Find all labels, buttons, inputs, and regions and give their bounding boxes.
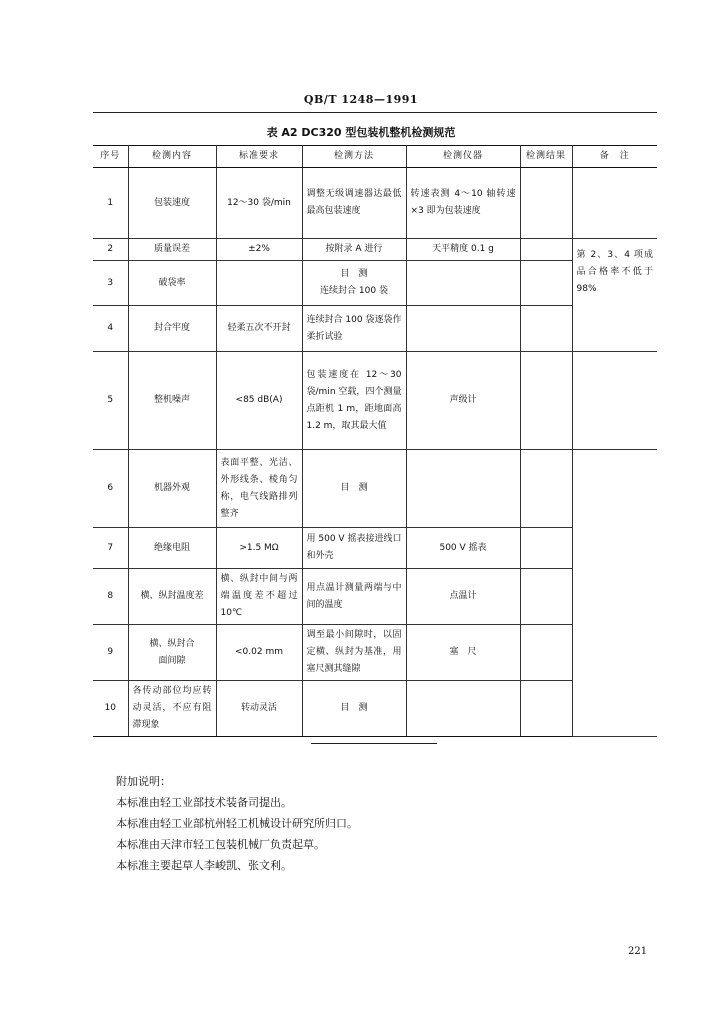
- table-caption: 表 A2 DC320 型包装机整机检测规范: [266, 126, 456, 139]
- appendix-line: 本标准主要起草人李峻凯、张文利。: [116, 859, 292, 872]
- column-header-method: 检测方法: [302, 146, 406, 168]
- requirement: [216, 261, 302, 306]
- inspection-item: 整机噪声: [128, 352, 216, 450]
- row-number: 2: [93, 239, 128, 261]
- test-method: 调整无级调速器达最低最高包装速度: [302, 168, 406, 239]
- inspection-item: 质量误差: [128, 239, 216, 261]
- remarks-cell: [572, 352, 657, 450]
- inspection-item: 横、纵封合 面间隙: [128, 625, 216, 681]
- test-method: 连续封合 100 袋逐袋作柔折试验: [302, 306, 406, 352]
- appendix-line: 本标准由天津市轻工包装机械厂负责起草。: [116, 838, 325, 851]
- table-row: [93, 168, 657, 239]
- inspection-table: [93, 145, 657, 737]
- result-cell: [520, 306, 572, 352]
- instrument: 转速表测 4～10 轴转速×3 即为包装速度: [406, 168, 520, 239]
- result-cell: [520, 352, 572, 450]
- instrument: [406, 450, 520, 528]
- remarks-cell: [572, 168, 657, 239]
- instrument: 点温计: [406, 569, 520, 625]
- row-number: 3: [93, 261, 128, 306]
- result-cell: [520, 528, 572, 569]
- instrument: [406, 261, 520, 306]
- requirement: ±2%: [216, 239, 302, 261]
- row-number: 8: [93, 569, 128, 625]
- row-number: 4: [93, 306, 128, 352]
- instrument: 500 V 摇表: [406, 528, 520, 569]
- requirement: 转动灵活: [216, 681, 302, 737]
- row-number: 6: [93, 450, 128, 528]
- instrument: 声级计: [406, 352, 520, 450]
- result-cell: [520, 681, 572, 737]
- inspection-item: 破袋率: [128, 261, 216, 306]
- row-number: 1: [93, 168, 128, 239]
- result-cell: [520, 239, 572, 261]
- result-cell: [520, 450, 572, 528]
- column-header-instrument: 检测仪器: [406, 146, 520, 168]
- row-number: 10: [93, 681, 128, 737]
- instrument: 塞 尺: [406, 625, 520, 681]
- appendix-title: 附加说明：: [116, 775, 171, 788]
- requirement: 横、纵封中间与两端温度差不超过 10℃: [216, 569, 302, 625]
- table-row: [93, 239, 657, 261]
- test-method: 目 测: [302, 450, 406, 528]
- appendix-notes: [116, 771, 358, 876]
- test-method: 用点温计测量两端与中间的温度: [302, 569, 406, 625]
- requirement: 表面平整、光洁、外形线条、棱角匀称，电气线路排列整齐: [216, 450, 302, 528]
- inspection-item: 包装速度: [128, 168, 216, 239]
- inspection-item: 各传动部位均应转动灵活，不应有阻滞现象: [128, 681, 216, 737]
- result-cell: [520, 569, 572, 625]
- page-number: 221: [628, 946, 648, 957]
- inspection-item: 封合牢度: [128, 306, 216, 352]
- inspection-item: 绝缘电阻: [128, 528, 216, 569]
- table-row: [93, 450, 657, 528]
- section-divider: [311, 743, 437, 744]
- requirement: <85 dB(A): [216, 352, 302, 450]
- test-method: 目 测 连续封合 100 袋: [302, 261, 406, 306]
- test-method: 目 测: [302, 681, 406, 737]
- column-header-remarks: 备 注: [572, 146, 657, 168]
- row-number: 9: [93, 625, 128, 681]
- column-header-result: 检测结果: [520, 146, 572, 168]
- test-method: 用 500 V 摇表接进线口和外壳: [302, 528, 406, 569]
- test-method: 按附录 A 进行: [302, 239, 406, 261]
- test-method: 包装速度在 12～30 袋/min 空载，四个测量点距机 1 m，距地面高 1.2 m，取其最大值: [302, 352, 406, 450]
- requirement: <0.02 mm: [216, 625, 302, 681]
- table-row: [93, 352, 657, 450]
- instrument: 天平精度 0.1 g: [406, 239, 520, 261]
- result-cell: [520, 261, 572, 306]
- column-header-item: 检测内容: [128, 146, 216, 168]
- requirement: 12～30 袋/min: [216, 168, 302, 239]
- instrument: [406, 681, 520, 737]
- appendix-line: 本标准由轻工业部技术装备司提出。: [116, 796, 292, 809]
- remarks-note: 第 2、3、4 项成品合格率不低于 98%: [572, 239, 657, 352]
- column-header-no: 序号: [93, 146, 128, 168]
- column-header-requirement: 标准要求: [216, 146, 302, 168]
- requirement: >1.5 MΩ: [216, 528, 302, 569]
- inspection-item: 机器外观: [128, 450, 216, 528]
- header-rule: [93, 112, 657, 113]
- requirement: 轻柔五次不开封: [216, 306, 302, 352]
- remarks-cell: [572, 450, 657, 737]
- inspection-item: 横、纵封温度差: [128, 569, 216, 625]
- instrument: [406, 306, 520, 352]
- test-method: 调至最小间隙时，以固定横、纵封为基准，用塞尺测其缝隙: [302, 625, 406, 681]
- result-cell: [520, 168, 572, 239]
- row-number: 7: [93, 528, 128, 569]
- appendix-line: 本标准由轻工业部杭州轻工机械设计研究所归口。: [116, 817, 358, 830]
- standard-code-header: QB/T 1248—1991: [303, 93, 419, 106]
- result-cell: [520, 625, 572, 681]
- row-number: 5: [93, 352, 128, 450]
